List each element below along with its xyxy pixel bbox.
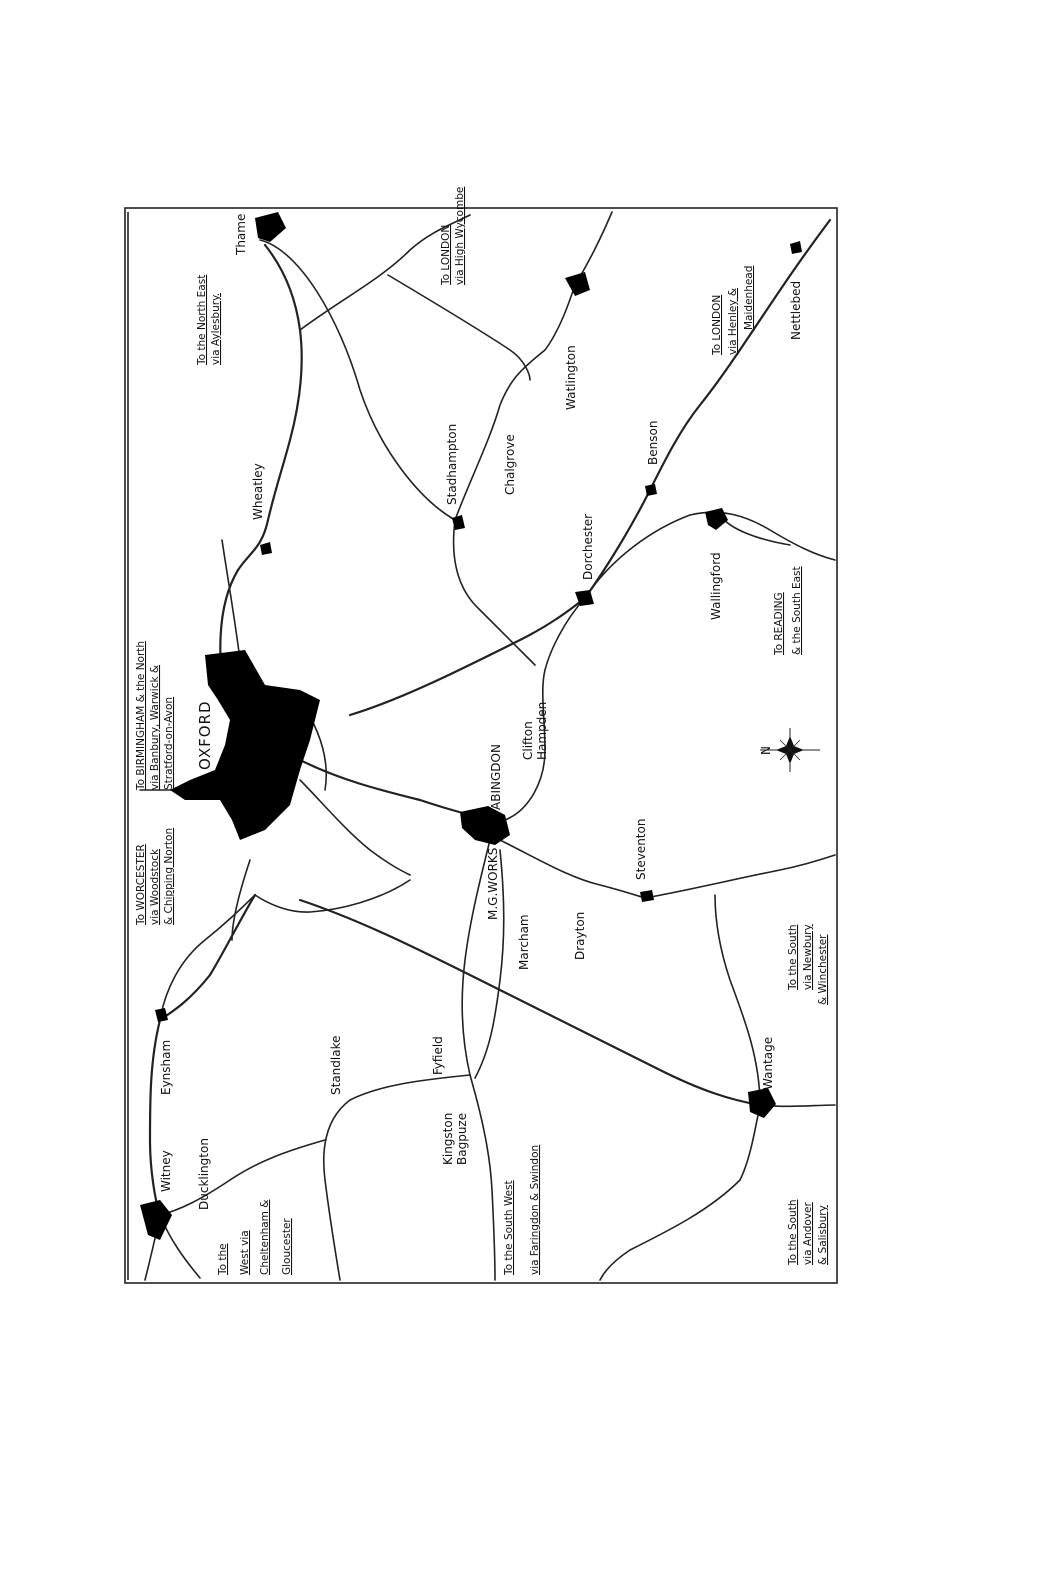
dir-london-wycombe-1: To LONDON — [440, 224, 452, 285]
label-nettlebed: Nettlebed — [789, 280, 803, 340]
nettlebed-area — [790, 241, 802, 254]
dir-south-andover-2: via Andover — [802, 1202, 814, 1265]
dir-birmingham-2: via Banbury, Warwick & — [149, 664, 161, 790]
label-clifton: Clifton — [521, 721, 535, 760]
label-steventon: Steventon — [634, 818, 648, 880]
steventon-area — [640, 890, 654, 902]
label-thame: Thame — [234, 213, 248, 255]
dir-london-henley-3: Maidenhead — [743, 265, 755, 330]
dir-worcester-1: To WORCESTER — [135, 844, 147, 925]
compass-rose — [759, 728, 820, 772]
dir-worcester-2: via Woodstock — [149, 848, 161, 925]
label-mg-works: M.G.WORKS — [486, 847, 500, 920]
wantage-area — [748, 1088, 776, 1118]
dir-worcester-3: & Chipping Norton — [163, 827, 175, 925]
compass-n-label: N — [759, 746, 773, 755]
watlington-area — [565, 272, 590, 296]
dir-south-andover-3: & Salisbury — [817, 1205, 829, 1265]
dir-north-east-1: To the North East — [196, 274, 208, 365]
label-wantage: Wantage — [761, 1036, 775, 1090]
label-wallingford: Wallingford — [709, 552, 723, 620]
dir-south-newbury-1: To the South — [787, 924, 799, 990]
witney-area — [140, 1200, 172, 1240]
dir-birmingham-1: To BIRMINGHAM & the North — [135, 640, 147, 790]
dir-west-3: Cheltenham & — [259, 1199, 271, 1275]
dir-london-henley-1: To LONDON — [711, 294, 723, 355]
label-chalgrove: Chalgrove — [503, 434, 517, 495]
dir-south-newbury-3: & Winchester — [817, 934, 829, 1005]
eynsham-area — [155, 1008, 168, 1022]
town-areas — [140, 212, 802, 1240]
dir-south-west-2: via Faringdon & Swindon — [529, 1144, 541, 1275]
dir-london-wycombe-2: via High Wycombe — [454, 186, 466, 285]
label-abingdon: ABINGDON — [489, 744, 503, 810]
dir-reading-1: To READING — [773, 592, 785, 655]
benson-area — [645, 484, 657, 496]
dir-west-2: West via — [239, 1230, 251, 1275]
dir-west-4: Gloucester — [281, 1218, 293, 1275]
label-eynsham: Eynsham — [159, 1039, 173, 1095]
dir-birmingham-3: Stratford-on-Avon — [163, 696, 175, 790]
label-wheatley: Wheatley — [251, 463, 265, 520]
wallingford-area — [705, 508, 728, 530]
thame-area — [255, 212, 286, 242]
dir-south-newbury-2: via Newbury — [802, 924, 814, 990]
label-oxford: OXFORD — [196, 700, 214, 770]
label-benson: Benson — [646, 420, 660, 465]
label-ducklington: Ducklington — [197, 1138, 211, 1210]
label-hampden: Hampden — [535, 701, 549, 760]
abingdon-area — [460, 806, 510, 845]
dir-north-east-2: via Aylesbury. — [210, 292, 222, 365]
label-marcham: Marcham — [517, 914, 531, 970]
oxford-area — [170, 650, 320, 840]
label-fyfield: Fyfield — [431, 1036, 445, 1075]
label-stadhampton: Stadhampton — [445, 423, 459, 505]
dir-south-andover-1: To the South — [787, 1199, 799, 1265]
label-kingston: Kingston — [441, 1112, 455, 1165]
label-dorchester: Dorchester — [581, 513, 595, 580]
dir-london-henley-2: via Henley & — [727, 287, 739, 355]
label-witney: Witney — [159, 1150, 173, 1192]
dir-reading-2: & the South East — [791, 566, 803, 655]
label-standlake: Standlake — [329, 1035, 343, 1095]
wheatley-area — [260, 542, 272, 555]
label-bagpuze: Bagpuze — [455, 1112, 469, 1165]
label-watlington: Watlington — [564, 345, 578, 410]
dir-west-1: To the — [217, 1243, 229, 1275]
dir-south-west-1: To the South West — [503, 1180, 515, 1275]
label-drayton: Drayton — [573, 911, 587, 960]
